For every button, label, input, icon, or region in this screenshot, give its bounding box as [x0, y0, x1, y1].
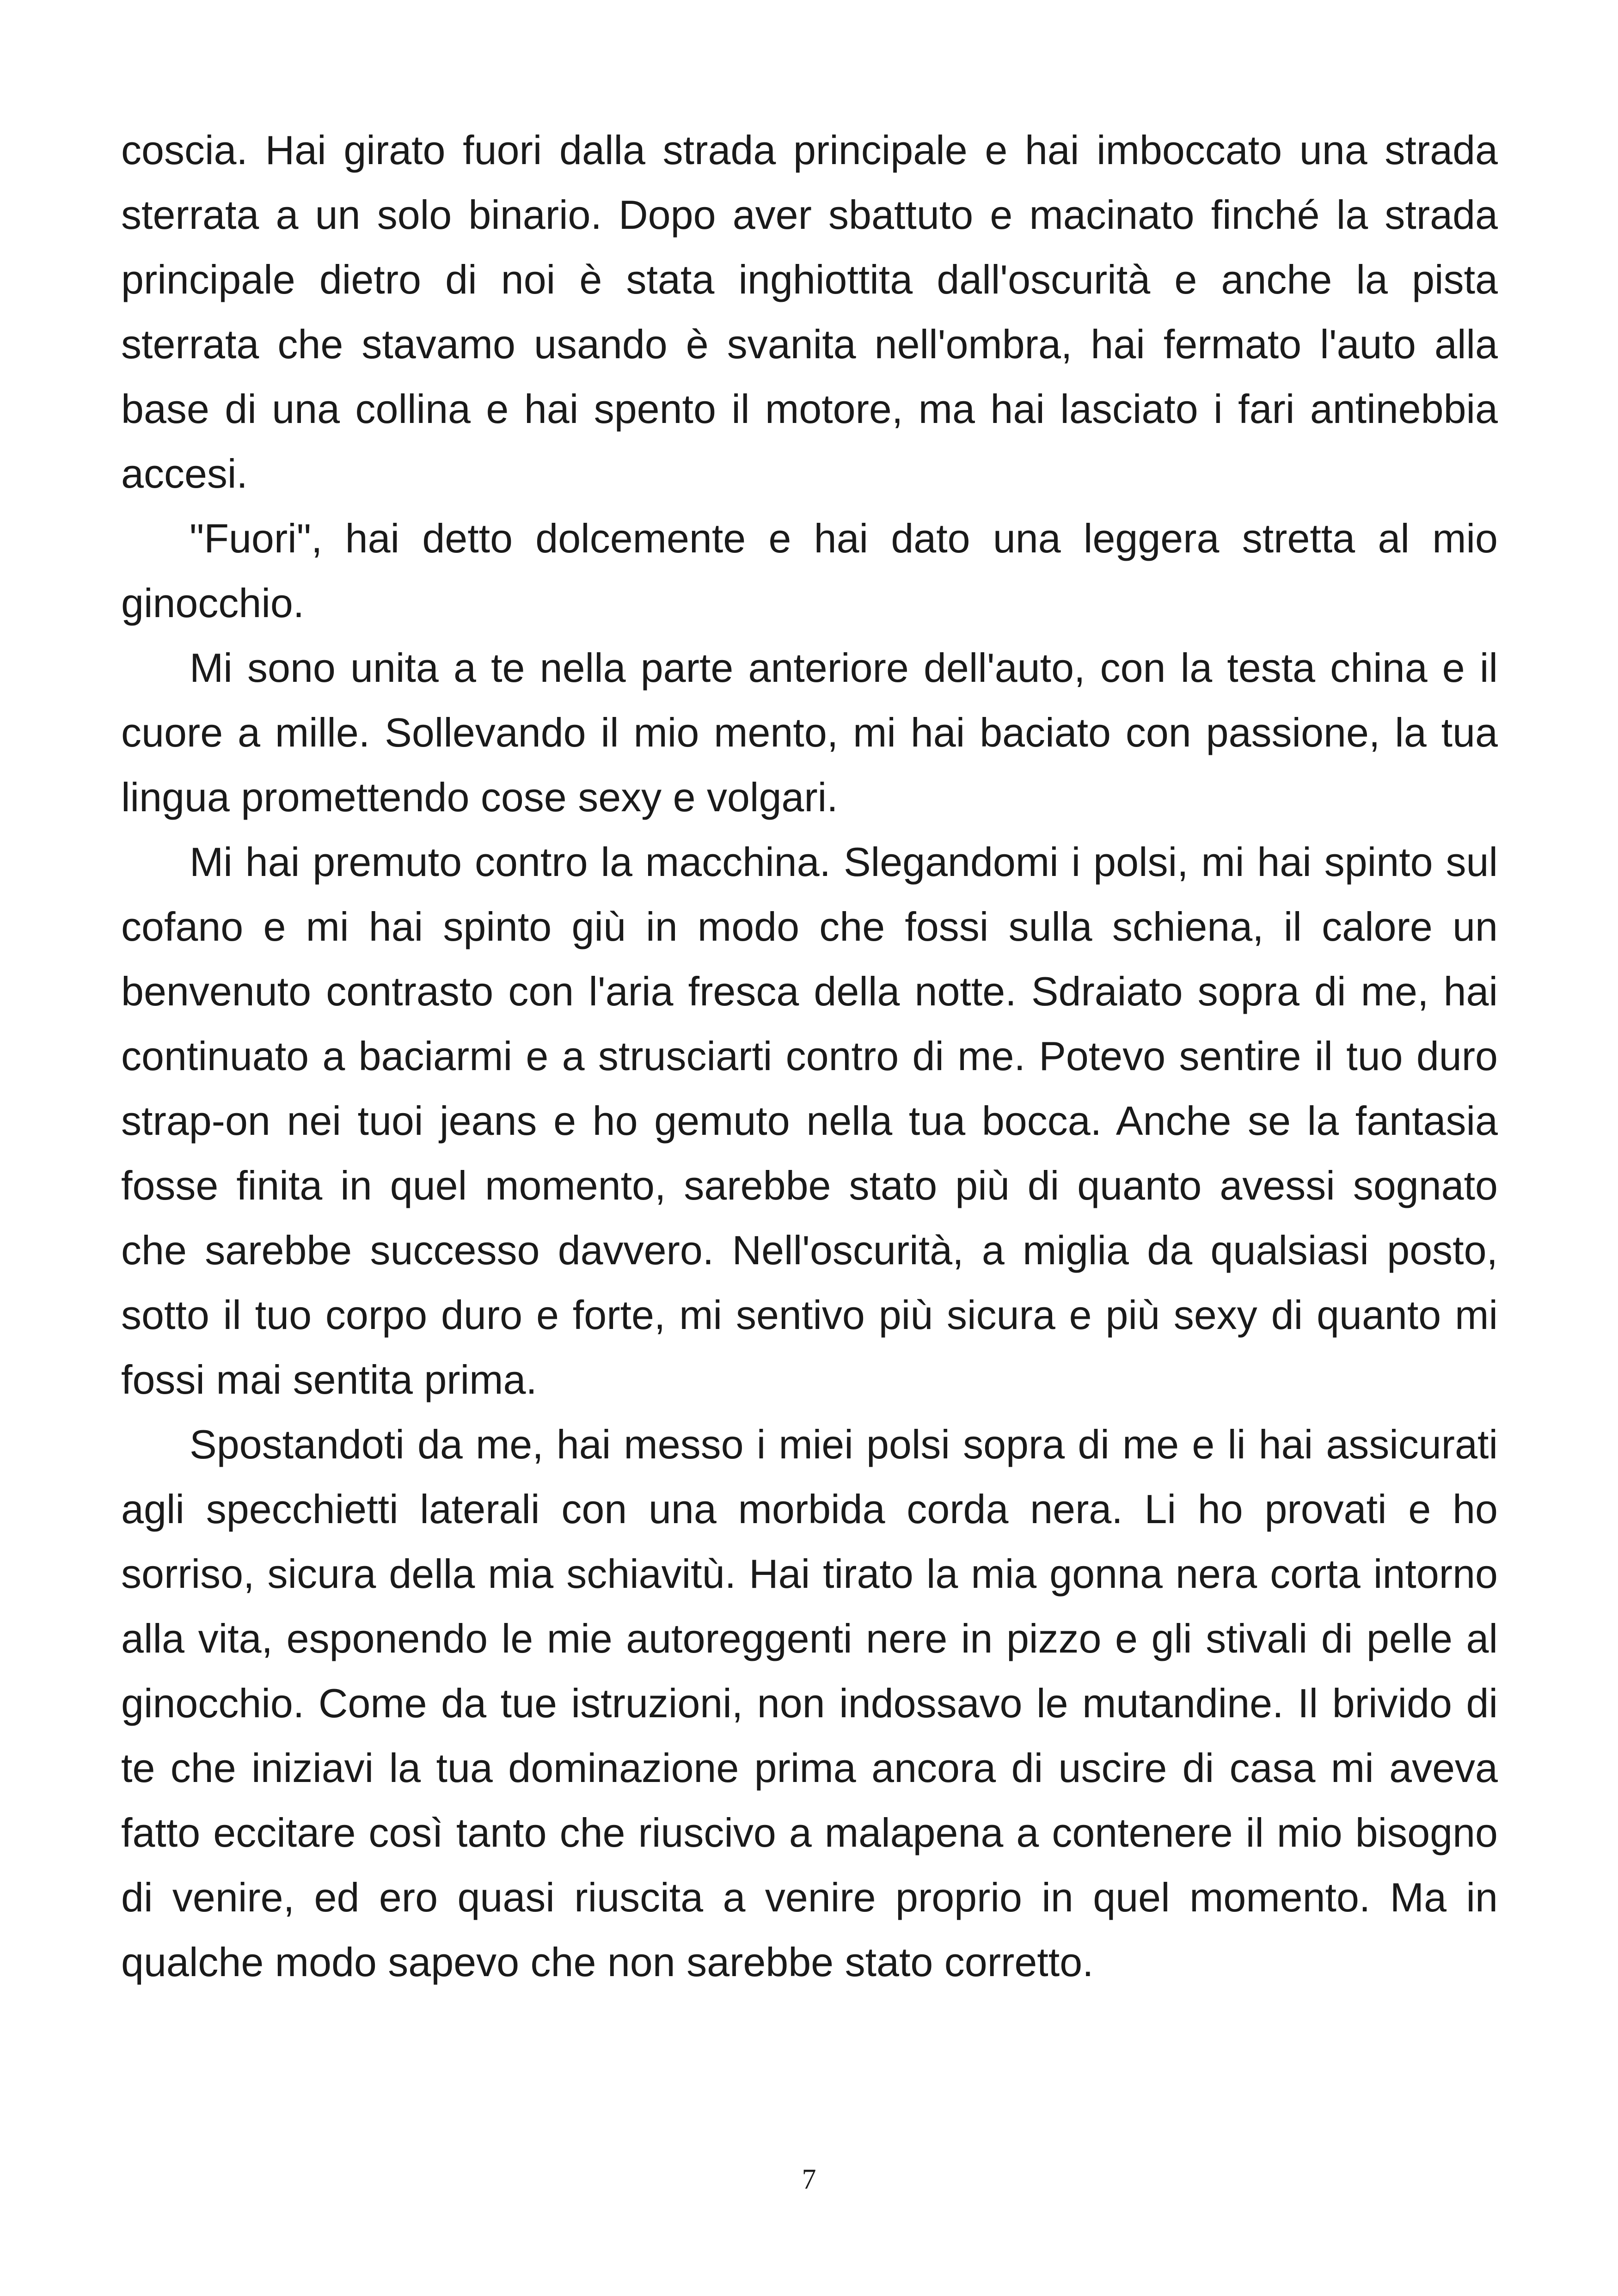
page-number: 7 — [802, 2164, 816, 2195]
paragraph: Spostandoti da me, hai messo i miei polsi sopra di me e li hai assicurati agli specchietti laterali con una morbida corda nera. Li ho provati e ho sorriso, sicura della mia schiavitù. Hai tirato la mia gonna nera corta intorno alla vita, esponendo le mie autoreggenti nere in pizzo e gli stivali di pelle al ginocchio. Come da tue istruzioni, non indossavo le mutandine. Il brivido di te che iniziavi la tua dominazione prima ancora di uscire di casa mi aveva fatto eccitare così tanto che riuscivo a malapena a contenere il mio bisogno di venire, ed ero quasi riuscita a venire proprio in quel momento. Ma in qualche modo sapevo che non sarebbe stato corretto. — [121, 1421, 1498, 1985]
paragraph-continuation: coscia. Hai girato fuori dalla strada principale e hai imboccato una strada sterrata a un solo binario. Dopo aver sbattuto e macinato finché la strada principale dietro di noi è stata inghiottita dall'oscurità e anche la pista sterrata che stavamo usando è svanita nell'ombra, hai fermato l'auto alla base di una collina e hai spento il motore, ma hai lasciato i fari antinebbia accesi. — [121, 127, 1498, 496]
paragraph: Mi sono unita a te nella parte anteriore dell'auto, con la testa china e il cuore a mille. Sollevando il mio mento, mi hai baciato con passione, la tua lingua promettendo cose sexy e volgari. — [121, 645, 1498, 820]
paragraph: "Fuori", hai detto dolcemente e hai dato una leggera stretta al mio ginocchio. — [121, 515, 1498, 626]
paragraph: Mi hai premuto contro la macchina. Slegandomi i polsi, mi hai spinto sul cofano e mi hai spinto giù in modo che fossi sulla schiena, il calore un benvenuto contrasto con l'aria fresca della notte. Sdraiato sopra di me, hai continuato a baciarmi e a strusciarti contro di me. Potevo sentire il tuo duro strap-on nei tuoi jeans e ho gemuto nella tua bocca. Anche se la fantasia fosse finita in quel momento, sarebbe stato più di quanto avessi sognato che sarebbe successo davvero. Nell'oscurità, a miglia da qualsiasi posto, sotto il tuo corpo duro e forte, mi sentivo più sicura e più sexy di quanto mi fossi mai sentita prima. — [121, 839, 1498, 1402]
body-text — [121, 118, 1498, 1995]
